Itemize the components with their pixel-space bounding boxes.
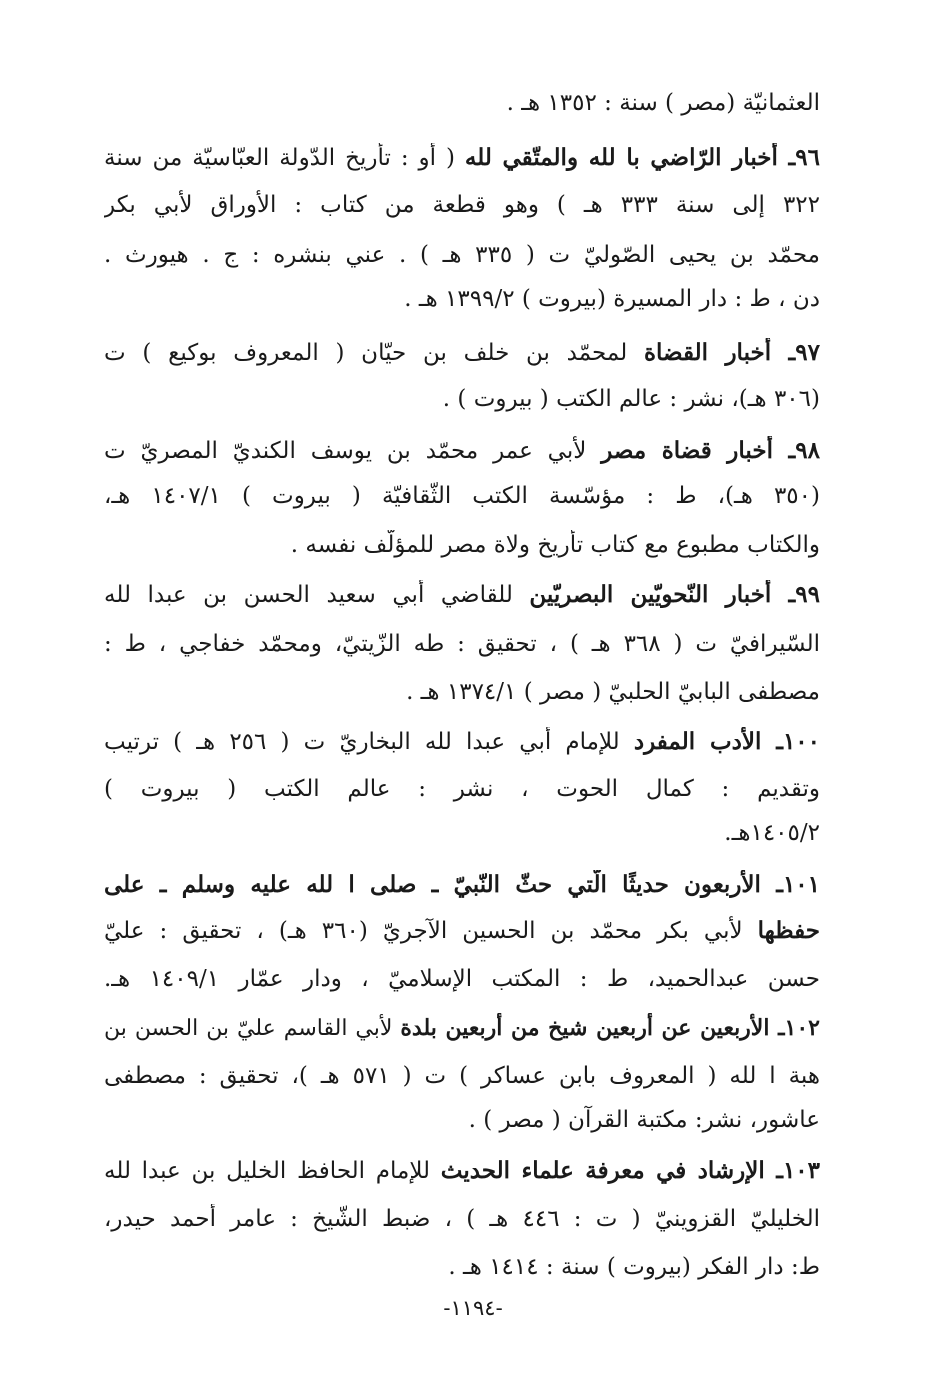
text-line	[104, 240, 820, 270]
entry-text: ١٤٠٥/٢هـ.	[724, 820, 820, 846]
entry-text: ط: دار الفكر (بيروت ) سنة : ١٤١٤ هـ .	[448, 1254, 820, 1280]
entry-title: ٩٦ـ أخبار الرّاضي با لله والمتّقي لله	[464, 144, 820, 171]
entry-text: دن ، ط : دار المسيرة (بيروت ) ١٣٩٩/٢ هـ .	[404, 286, 820, 312]
text-line	[104, 481, 820, 511]
text-line	[443, 384, 820, 414]
entry-title: ١٠٠ـ الأدب المفرد	[633, 728, 820, 755]
entry-title: ١٠١ـ الأربعون حديثًا الّتي حثّ النّبيّ ـ صلى ا لله عليه وسلم ـ على	[104, 871, 820, 898]
text-line	[469, 1105, 820, 1135]
text-line	[291, 530, 820, 560]
entry-text: والكتاب مطبوع مع كتاب تأريخ ولاة مصر للمؤلّف نفسه .	[290, 532, 820, 558]
text-line	[448, 1252, 820, 1282]
entry-text: لأبي القاسم عليّ بن الحسن بن	[104, 1016, 401, 1041]
entry-text: (٣٥٠ هـ)، ط : مؤسّسة الكتب الثّقافيّة ( بيروت ) ١٤٠٧/١ هـ،	[104, 483, 820, 509]
text-line	[406, 677, 820, 707]
entry-text: للإمام الحافظ الخليل بن عبدا لله	[104, 1158, 441, 1184]
entry-text: لأبي بكر محمّد بن الحسين الآجريّ (٣٦٠ هـ) ، تحقيق : عليّ	[104, 918, 758, 944]
text-line	[104, 436, 820, 466]
entry-title: ٩٩ـ أخبار النّحويّين البصريّين	[529, 581, 820, 608]
text-line	[104, 727, 820, 757]
text-line	[104, 580, 820, 610]
entry-text: مصطفى البابيّ الحلبيّ ( مصر ) ١٣٧٤/١ هـ .	[406, 679, 820, 705]
text-line	[104, 190, 820, 220]
entry-text: عاشور، نشر: مكتبة القرآن ( مصر ) .	[468, 1107, 820, 1133]
text-line	[104, 1204, 820, 1234]
entry-title: ١٠٢ـ الأربعين عن أربعين شيخ من أربعين بلدة	[400, 1015, 820, 1041]
text-line	[104, 916, 820, 946]
text-line	[104, 964, 820, 994]
text-line	[104, 1061, 820, 1091]
entry-text: ٣٢٢ إلى سنة ٣٣٣ هـ ) وهو قطعة من كتاب : الأوراق لأبي بكر	[104, 192, 820, 218]
entry-text: وتقديم : كمال الحوت ، نشر : عالم الكتب ( بيروت )	[104, 776, 820, 802]
entry-text: لأبي عمر محمّد بن يوسف الكنديّ المصريّ ت	[104, 438, 602, 464]
entry-text: محمّد بن يحيى الصّوليّ ت ( ٣٣٥ هـ ) . عني بنشره : ج . هيورث .	[104, 242, 820, 268]
page-number: -١١٩٤-	[443, 1296, 503, 1320]
text-line	[104, 338, 820, 368]
text-line	[404, 284, 820, 314]
entry-text: للقاضي أبي سعيد الحسن بن عبدا لله	[104, 582, 530, 608]
entry-text: لمحمّد بن خلف بن حيّان ( المعروف بوكيع ) ت	[104, 340, 644, 366]
entry-title: ٩٨ـ أخبار قضاة مصر	[601, 437, 820, 464]
text-line	[104, 629, 820, 659]
entry-title: ١٠٣ـ الإرشاد في معرفة علماء الحديث	[440, 1157, 820, 1184]
text-line	[104, 143, 820, 173]
entry-text: ( أو : تأريخ الدّولة العبّاسيّة من سنة	[104, 145, 465, 171]
entry-text: العثمانيّة (مصر ) سنة : ١٣٥٢ هـ .	[506, 90, 820, 116]
entry-title: ٩٧ـ أخبار القضاة	[643, 339, 820, 366]
entry-text: هبة ا لله ( المعروف بابن عساكر ) ت ( ٥٧١ هـ )، تحقيق : مصطفى	[104, 1063, 820, 1089]
text-line	[104, 870, 820, 900]
entry-title: حفظها	[757, 917, 820, 944]
text-line	[104, 774, 820, 804]
entry-text: الخليليّ القزوينيّ ( ت : ٤٤٦ هـ ) ، ضبط الشّيخ : عامر أحمد حيدر،	[104, 1206, 820, 1232]
text-line	[724, 818, 820, 848]
text-line	[104, 1013, 820, 1044]
entry-text: (٣٠٦ هـ)، نشر : عالم الكتب ( بيروت ) .	[442, 386, 820, 412]
entry-text: حسن عبدالحميد، ط : المكتب الإسلاميّ ، ودار عمّار ١٤٠٩/١ هـ.	[104, 966, 820, 992]
entry-text: السّيرافيّ ت ( ٣٦٨ هـ ) ، تحقيق : طه الزّيتيّ، ومحمّد خفاجي ، ط :	[104, 631, 820, 657]
entry-text: للإمام أبي عبدا لله البخاريّ ت ( ٢٥٦ هـ ) ترتيب	[104, 729, 634, 755]
text-line	[507, 88, 820, 118]
text-line	[104, 1156, 820, 1186]
